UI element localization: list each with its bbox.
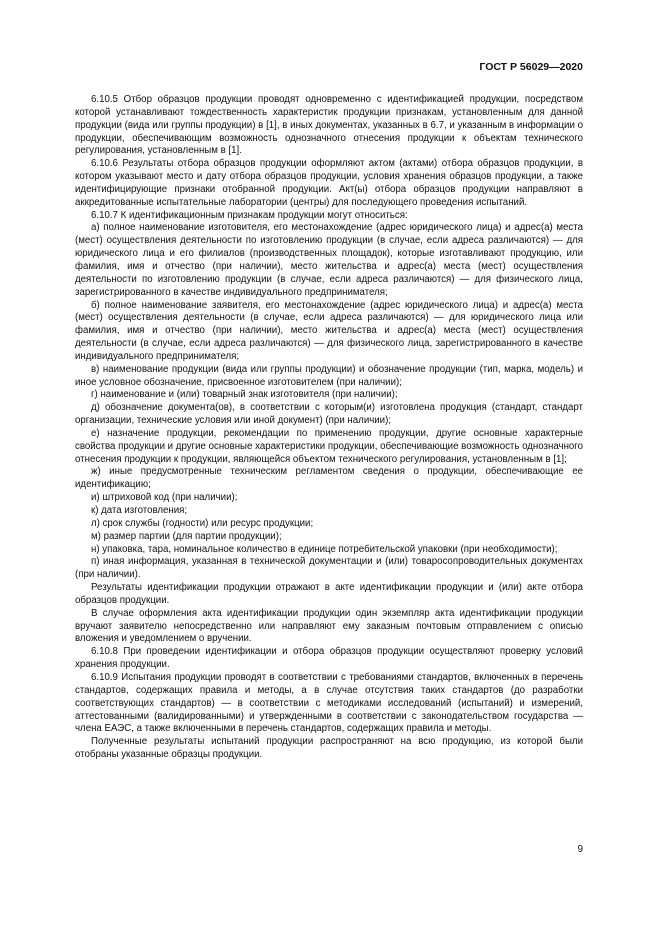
list-item-e: е) назначение продукции, рекомендации по применению продукции, другие основные характерные свойства продукции и другие основные характеристики продукции, обеспечивающие возможность однозначного отнесения продукции к продукции, являющейся объектом технического регулирования, установленным в [1]; bbox=[75, 427, 584, 465]
page-number: 9 bbox=[577, 844, 583, 855]
list-item-p: п) иная информация, указанная в технической документации и (или) товаросопроводительных документах (при наличии). bbox=[75, 556, 583, 581]
paragraph-test-results: Полученные результаты испытаний продукции распространяют на всю продукцию, из которой были отобраны указанные образцы продукции. bbox=[75, 736, 583, 761]
list-item-m: м) размер партии (для партии продукции); bbox=[91, 530, 282, 542]
list-item-l: л) срок службы (годности) или ресурс продукции; bbox=[91, 517, 314, 529]
paragraph-identification-act: В случае оформления акта идентификации продукции один экземпляр акта идентификации продукции вручают заявителю непосредственно или направляют ему заказным почтовым отправлением с описью вложения и уведомлением о вручении. bbox=[75, 607, 583, 645]
paragraph-6-10-6: 6.10.6 Результаты отбора образцов продукции оформляют актом (актами) отбора образцов продукции, в котором указывают место и дату отбора образцов продукции, условия хранения образцов продукции, а также идентифицирующие признаки отобранной продукции. Акт(ы) отбора образцов продукции направляют в аккредитованные испытательные лаборатории (центры) для последующего проведения испытаний. bbox=[75, 158, 583, 208]
list-item-k: к) дата изготовления; bbox=[91, 505, 188, 516]
list-item-n: н) упаковка, тара, номинальное количество в единице потребительской упаковки (при необходимости); bbox=[91, 543, 558, 555]
list-item-i: и) штриховой код (при наличии); bbox=[91, 492, 238, 504]
paragraph-identification-results: Результаты идентификации продукции отражают в акте идентификации продукции и (или) акте отбора образцов продукции. bbox=[75, 582, 583, 606]
paragraph-6-10-8: 6.10.8 При проведении идентификации и отбора образцов продукции осуществляют проверку условий хранения продукции. bbox=[75, 646, 583, 671]
list-item-b: б) полное наименование заявителя, его местонахождение (адрес юридического лица) и адрес(а) места (мест) осуществления деятельности (в случае, если адреса различаются) — для юридического лица или фамилия, имя и отчество (при наличии), место жительства и адрес(а) места (мест) осуществления деятельности (в случае, если адреса различаются) — для физического лица, зарегистрированного в качестве индивидуального предпринимателя; bbox=[75, 299, 583, 362]
list-item-d: д) обозначение документа(ов), в соответствии с которым(и) изготовлена продукция (стандарт, стандарт организации, технические условия или иной документ) (при наличии); bbox=[75, 402, 583, 427]
paragraph-6-10-7: 6.10.7 К идентификационным признакам продукции могут относиться: bbox=[91, 209, 408, 221]
document-code: ГОСТ Р 56029—2020 bbox=[479, 61, 583, 73]
list-item-a: а) полное наименование изготовителя, его местонахождение (адрес юридического лица) и адрес(а) места (мест) осуществления деятельности по изготовлению продукции (в случае, если адреса различаются) — для юридического лица и его филиалов (производственных площадок), которые изготавливают продукцию, или фамилия, имя и отчество (при наличии), место жительства и адрес(а) места (мест) осуществления деятельности по изготовлению продукции (в случае, если адреса различаются) — для физического лица, зарегистрированного в качестве индивидуального предпринимателя; bbox=[75, 222, 583, 298]
document-body bbox=[75, 94, 583, 762]
list-item-v: в) наименование продукции (вида или группы продукции) и обозначение продукции (тип, марка, модель) и иное условное обозначение, присвоенное изготовителем (при наличии); bbox=[75, 363, 583, 388]
paragraph-6-10-9: 6.10.9 Испытания продукции проводят в соответствии с требованиями стандартов, включенных в перечень стандартов, содержащих правила и методы, а в случае отсутствия таких стандартов (до разработки соответствующих стандартов) — в соответствии с методиками исследований (испытаний) и измерений, аттестованными (валидированными) и утвержденными в соответствии с законодательством государства — члена ЕАЭС, а также включенными в перечень стандартов, содержащих правила и методы. bbox=[75, 671, 583, 735]
list-item-zh: ж) иные предусмотренные техническим регламентом сведения о продукции, обеспечивающие ее идентификацию; bbox=[75, 466, 583, 491]
list-item-g: г) наименование и (или) товарный знак изготовителя (при наличии); bbox=[91, 389, 398, 401]
paragraph-6-10-5: 6.10.5 Отбор образцов продукции проводят одновременно с идентификацией продукции, посредством которой устанавливают тождественность характеристик продукции признакам, установленным для данной продукции (вида или группы продукции) в [1], в иных документах, указанных в 6.7, и указанным в информации о продукции, обеспечивающим возможность однозначного отнесения продукции к объектам технического регулирования, установленным в [1]. bbox=[75, 94, 583, 157]
